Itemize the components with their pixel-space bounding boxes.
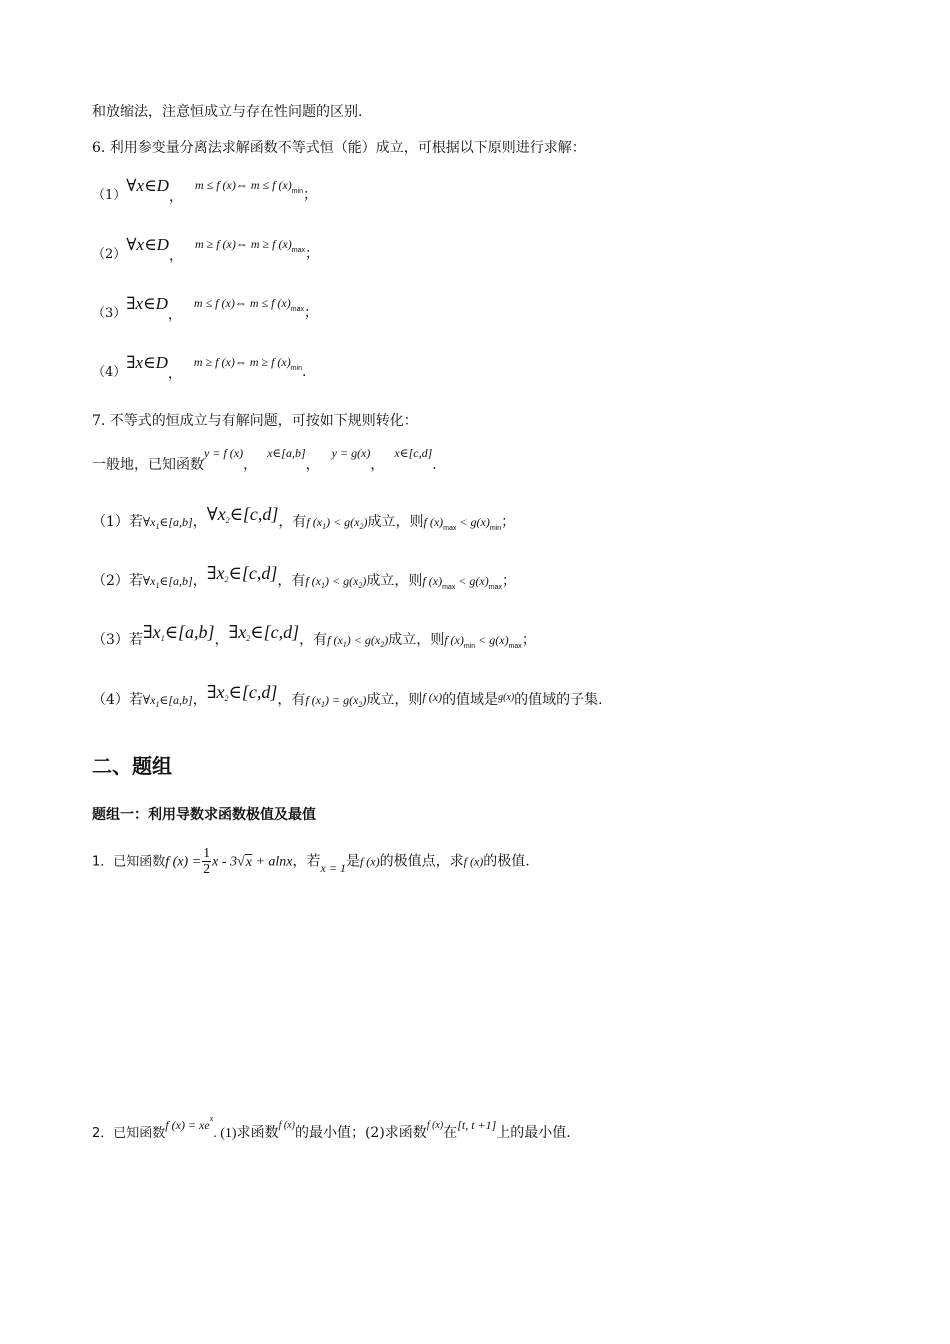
index-1: 1 — [160, 634, 165, 643]
case-label: （4） — [92, 365, 127, 380]
end-mark: ； — [305, 246, 319, 262]
rule-7-case-1 — [92, 504, 516, 539]
quantifier-2: ∃x — [206, 563, 225, 583]
result-op: < — [455, 574, 470, 588]
end-mark: ； — [303, 305, 318, 321]
cond-g: ) < g(x — [326, 515, 360, 529]
rule-6-case-2 — [92, 235, 319, 263]
case-label: （2） — [92, 247, 127, 262]
comma: ， — [192, 692, 207, 708]
end-mark: . — [432, 457, 437, 473]
result-g: g(x) — [489, 633, 509, 647]
range-1: ∈[a,b] — [159, 515, 193, 529]
problem-2-f1: f (x) — [278, 1119, 295, 1131]
equivalence: m ≤ f (x)⇔ m ≤ f (x) — [193, 296, 291, 310]
result-f-sub: min — [463, 643, 476, 650]
result-f-sub: max — [443, 525, 457, 532]
comma: ， — [167, 307, 182, 323]
case-label: （2）若 — [92, 573, 143, 589]
index-2: 2 — [224, 694, 229, 703]
cond-g: ) = g(x — [324, 693, 359, 707]
equivalence: m ≥ f (x)⇔ m ≥ f (x) — [193, 355, 291, 369]
index-1: 1 — [155, 700, 160, 709]
cond-g: ) < g(x — [324, 574, 359, 588]
text-line-1: 和放缩法，注意恒成立与存在性问题的区别. — [92, 104, 363, 120]
then-text: 成立，则 — [367, 514, 424, 530]
end-mark: ； — [501, 573, 516, 589]
then-text: 成立，则 — [366, 692, 423, 708]
problem-1-lhs: f (x) = — [165, 854, 202, 870]
cond-index-1: 1 — [320, 581, 325, 590]
cond-g: ) < g(x — [346, 633, 381, 647]
comma: ， — [305, 457, 320, 473]
subscript: max — [290, 306, 304, 313]
equivalence: m ≤ f (x)⇔ m ≤ f (x) — [194, 178, 292, 192]
range-2: ∈[c,d] — [228, 563, 278, 583]
cond-close: ) — [384, 633, 389, 647]
equivalence: m ≥ f (x)⇔ m ≥ f (x) — [194, 237, 292, 251]
has-text: ，有 — [277, 573, 306, 589]
function-f: y = f (x) — [204, 446, 244, 460]
cond-close: ) — [363, 515, 368, 529]
quantifier-2: ∀x — [206, 504, 226, 524]
cond-f: f (x — [305, 574, 321, 588]
fraction-numerator: 1 — [203, 846, 211, 861]
comma: ， — [214, 632, 229, 648]
cond-index-2: 2 — [359, 522, 364, 531]
sqrt-icon: √ — [237, 854, 245, 870]
range-2: ∈[c,d] — [229, 504, 279, 524]
quantifier-1: ∀x — [142, 574, 156, 588]
problem-2-label: 2．已知函数 — [92, 1125, 166, 1141]
problem-2-exp: x — [209, 1114, 214, 1123]
quantifier-2: ∃x — [228, 622, 247, 642]
case-label: （1） — [92, 188, 127, 203]
problem-2-part1: . (1)求函数 — [213, 1125, 279, 1141]
case-label: （3）若 — [92, 632, 143, 648]
function-g: y = g(x) — [331, 446, 371, 460]
quantifier: ∀x∈D — [126, 235, 169, 254]
problem-1-text: 的极值点，求 — [379, 853, 464, 870]
case-label: （3） — [92, 306, 127, 321]
result-op: < — [456, 515, 471, 529]
problem-1-end: 的极值. — [483, 853, 530, 870]
then-text: 成立，则 — [388, 632, 445, 648]
quantifier: ∀x∈D — [126, 176, 169, 195]
comma: ， — [167, 366, 182, 382]
result-g: g(x) — [498, 692, 515, 703]
subscript: min — [290, 365, 303, 372]
quantifier-1: ∀x — [142, 693, 156, 707]
result-f: f (x) — [423, 515, 444, 529]
group-title: 题组一：利用导数求函数极值及最值 — [92, 807, 316, 823]
has-text: ，有 — [299, 632, 328, 648]
problem-2-end: 上的最小值. — [496, 1124, 571, 1141]
rule-7-case-2 — [92, 563, 516, 598]
quantifier: ∃x∈D — [126, 353, 168, 372]
index-1: 1 — [155, 522, 160, 531]
problem-1-term: x - 3 — [212, 854, 238, 870]
cond-index-2: 2 — [358, 581, 363, 590]
cond-f: f (x — [327, 633, 343, 647]
end-mark: ； — [303, 187, 318, 203]
problem-2-fx: f (x) = xe — [165, 1117, 210, 1132]
quantifier: ∃x∈D — [126, 294, 168, 313]
problem-1-if: ，若 — [292, 853, 321, 870]
then-text: 成立，则 — [366, 573, 423, 589]
index-1: 1 — [155, 581, 160, 590]
has-text: ，有 — [277, 692, 306, 708]
rule-6-intro: 6. 利用参变量分离法求解函数不等式恒（能）成立，可根据以下原则进行求解： — [92, 140, 586, 156]
problem-2-f2: f (x) — [426, 1119, 444, 1131]
range-2: ∈[c,d] — [250, 622, 300, 642]
problem-1-fx: f (x) — [359, 854, 380, 869]
rule-7-intro: 7. 不等式的恒成立与有解问题，可按如下规则转化： — [92, 413, 418, 429]
comma: ， — [168, 248, 183, 264]
fraction-half — [202, 846, 211, 877]
range-2: ∈[c,d] — [228, 682, 278, 702]
subscript: max — [291, 247, 305, 254]
index-2: 2 — [224, 575, 229, 584]
problem-1-log-term: + alnx — [251, 854, 293, 870]
quantifier-1: ∃x — [142, 622, 161, 642]
cond-close: ) — [362, 574, 367, 588]
comma: ， — [192, 573, 207, 589]
problem-1-is: 是 — [345, 853, 360, 870]
cond-index-2: 2 — [358, 700, 363, 709]
problem-1-fx2: f (x) — [463, 854, 484, 869]
has-text: ，有 — [278, 514, 307, 530]
result-g-sub: max — [508, 643, 522, 650]
subscript: min — [291, 188, 304, 195]
radicand: x — [245, 854, 252, 870]
cond-index-2: 2 — [380, 640, 385, 649]
result-g-sub: max — [488, 584, 502, 591]
range-1: ∈[a,b] — [159, 693, 193, 707]
problem-1-cond: x = 1 — [320, 860, 346, 875]
problem-2-in: 在 — [443, 1124, 458, 1141]
result-f: f (x) — [422, 574, 443, 588]
end-mark: ； — [501, 514, 516, 530]
range-text: 的值域是 — [442, 692, 499, 708]
problem-1-label: 1．已知函数 — [92, 854, 166, 870]
cond-close: ) — [362, 693, 367, 707]
result-g: g(x) — [469, 574, 489, 588]
rule-6-case-3 — [92, 294, 318, 322]
cond-index-1: 1 — [322, 522, 327, 531]
comma: ， — [192, 514, 207, 530]
problem-2 — [92, 1113, 571, 1139]
problem-2-interval: [t, t +1] — [457, 1117, 497, 1132]
result-f: f (x) — [422, 690, 443, 704]
problem-2-part2: 的最小值；(2)求函数 — [294, 1124, 427, 1141]
quantifier-2: ∃x — [206, 682, 225, 702]
case-label: （4）若 — [92, 692, 143, 708]
result-g-sub: min — [489, 525, 502, 532]
subset-text: 的值域的子集. — [514, 692, 603, 708]
end-mark: ； — [521, 632, 536, 648]
rule-6-case-1 — [92, 176, 317, 204]
end-mark: . — [302, 364, 307, 380]
comma: ， — [370, 457, 385, 473]
cond-f: f (x — [306, 515, 323, 529]
result-f-sub: max — [442, 584, 456, 591]
domain-ab: x∈[a,b] — [267, 446, 306, 460]
result-f: f (x) — [444, 633, 464, 647]
comma: ， — [168, 189, 183, 205]
cond-f: f (x — [305, 693, 321, 707]
rule-6-case-4 — [92, 353, 306, 381]
domain-cd: x∈[c,d] — [394, 446, 433, 460]
rule-7-case-3 — [92, 622, 536, 657]
case-label: （1）若 — [92, 514, 143, 530]
given-text: 一般地，已知函数 — [92, 457, 204, 473]
rule-7-case-4 — [92, 682, 603, 715]
result-op: < — [475, 633, 490, 647]
range-1: ∈[a,b] — [159, 574, 193, 588]
cond-index-1: 1 — [342, 640, 347, 649]
range-1: ∈[a,b] — [164, 622, 215, 642]
index-2: 2 — [225, 516, 230, 525]
cond-index-1: 1 — [320, 700, 325, 709]
problem-1 — [92, 846, 530, 877]
comma: ， — [243, 457, 258, 473]
index-2: 2 — [246, 634, 251, 643]
quantifier-1: ∀x — [142, 515, 156, 529]
fraction-denominator: 2 — [203, 862, 211, 877]
rule-7-given — [92, 443, 437, 473]
section-title: 二、题组 — [92, 754, 172, 778]
result-g: g(x) — [470, 515, 490, 529]
